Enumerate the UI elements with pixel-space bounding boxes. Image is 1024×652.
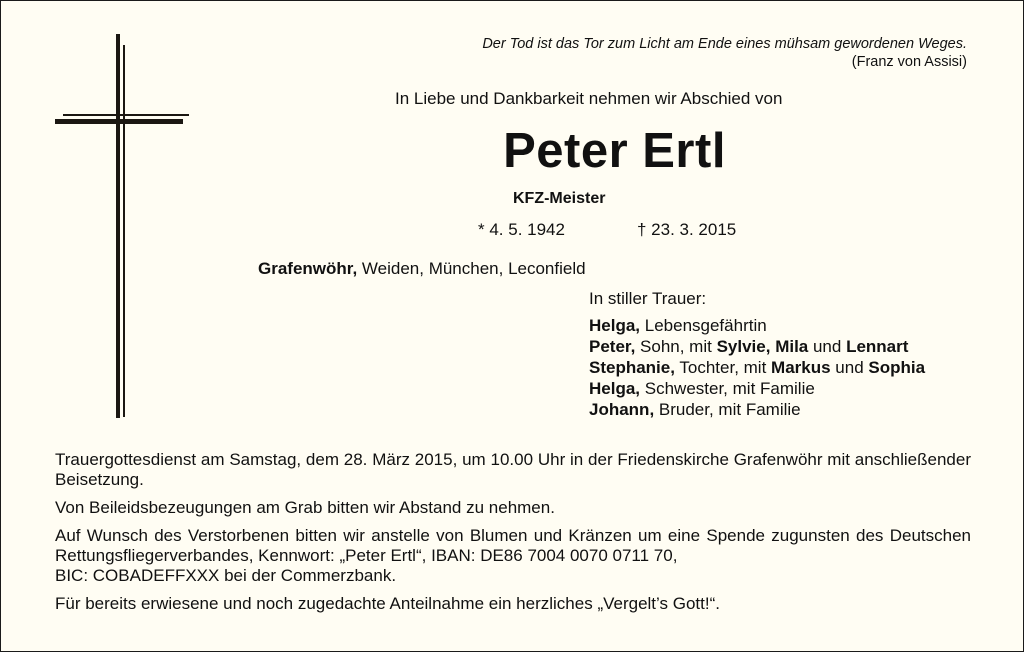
bic-text: BIC: COBADEFFXXX bei der Commerzbank.: [55, 566, 397, 585]
deceased-name: Peter Ertl: [503, 124, 726, 178]
places-line: [258, 259, 586, 279]
mourner-relation: Bruder, mit Familie: [654, 400, 801, 419]
quote-block: [482, 35, 967, 71]
mourner-line: [589, 315, 925, 336]
mourner-name: Helga,: [589, 316, 641, 335]
mourner-relation: und: [808, 337, 847, 356]
mourner-name: Johann,: [589, 400, 655, 419]
mourner-name: Helga,: [589, 379, 641, 398]
mourner-name: Markus: [771, 358, 831, 377]
mourner-relation: Tochter, mit: [674, 358, 772, 377]
cross-vertical-beam-inner: [123, 45, 125, 417]
mourners-heading: In stiller Trauer:: [589, 289, 707, 308]
mourner-relation: Sohn, mit: [635, 337, 717, 356]
mourner-line: [589, 378, 925, 399]
mourner-relation: und: [830, 358, 869, 377]
cross-horizontal-beam-upper: [63, 114, 189, 116]
service-paragraph: Trauergottesdienst am Samstag, dem 28. März 2015, um 10.00 Uhr in der Friedenskirche Grafenwöhr mit anschließender Beisetzung.: [55, 450, 971, 489]
mourner-name: Mila: [775, 337, 809, 356]
birth-date: * 4. 5. 1942: [478, 220, 565, 239]
mourner-name: Sylvie,: [716, 337, 771, 356]
mourner-name: Lennart: [846, 337, 909, 356]
mourner-name: Peter,: [589, 337, 636, 356]
place-main: Grafenwöhr,: [258, 259, 358, 278]
mourner-name: Stephanie,: [589, 358, 675, 377]
place-rest: Weiden, München, Leconfield: [357, 259, 586, 278]
condolences-paragraph: Von Beileidsbezeugungen am Grab bitten wir Abstand zu nehmen.: [55, 498, 555, 517]
mourner-relation: Schwester, mit Familie: [640, 379, 815, 398]
mourner-line: [589, 336, 925, 357]
quote-text: Der Tod ist das Tor zum Licht am Ende eines mühsam gewordenen Weges.: [482, 36, 967, 52]
mourner-name: Sophia: [868, 358, 926, 377]
mourner-line: [589, 399, 925, 420]
death-date: † 23. 3. 2015: [637, 220, 737, 239]
donation-text: Auf Wunsch des Verstorbenen bitten wir anstelle von Blumen und Kränzen um eine Spende zugunsten des Deutschen Rettungsfliegerverbandes, Kennwort: „Peter Ertl“, IBAN: DE86 7004 0070 0711 70,: [55, 526, 971, 565]
quote-author: (Franz von Assisi): [851, 54, 967, 70]
mourner-line: [589, 357, 925, 378]
mourners-list: [589, 315, 925, 420]
cross-vertical-beam: [116, 34, 120, 418]
intro-line: In Liebe und Dankbarkeit nehmen wir Abschied von: [395, 89, 783, 108]
donation-paragraph: [55, 526, 971, 586]
thanks-paragraph: Für bereits erwiesene und noch zugedachte Anteilnahme ein herzliches „Vergelt’s Gott!“.: [55, 594, 720, 613]
deceased-title: KFZ-Meister: [513, 190, 606, 207]
notice-body: [55, 450, 971, 622]
mourner-relation: Lebensgefährtin: [640, 316, 767, 335]
